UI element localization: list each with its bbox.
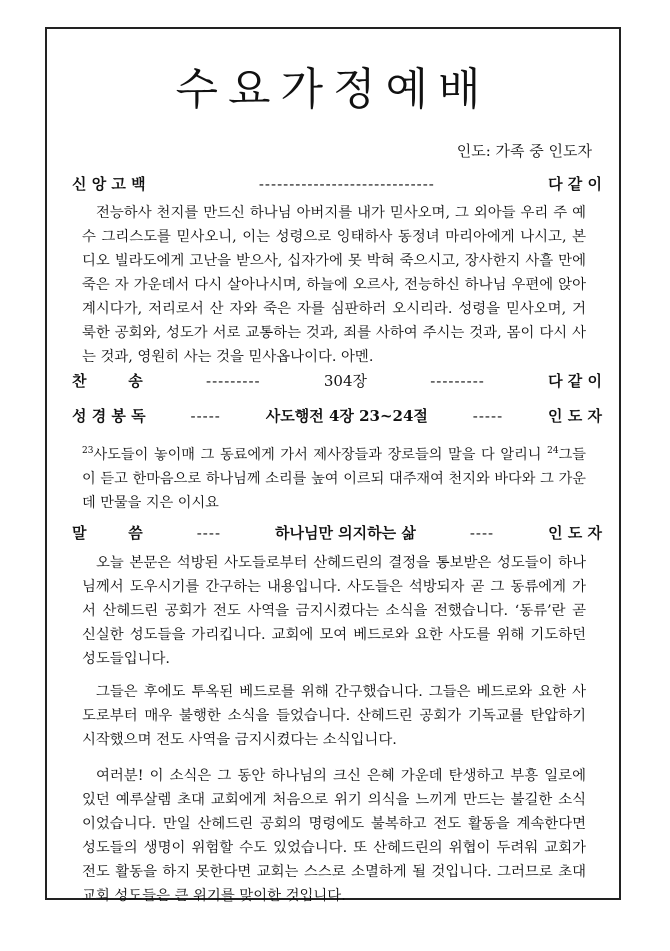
scripture-heading xyxy=(72,405,602,427)
hymn-who: 다 같 이 xyxy=(548,372,602,390)
scripture-dashes-right: ----- xyxy=(472,407,504,425)
sermon-label: 말 씀 xyxy=(72,524,143,542)
hymn-number: 304장 xyxy=(323,372,367,390)
creed-heading xyxy=(72,173,602,195)
hymn-heading xyxy=(72,370,602,392)
sermon-paragraph-1: 오늘 본문은 석방된 사도들로부터 산헤드린의 결정을 통보받은 성도들이 하나님께서 도우시기를 간구하는 내용입니다. 사도들은 석방되자 곧 그 동류에게 가서 산헤드린 공회가 전도 사역을 금지시켰다는 소식을 전했습니다. ‘동류’란 곧 신실한 성도들을 가리킵니다. 교회에 모여 베드로와 요한 사도를 위해 기도하던 성도들입니다. xyxy=(82,555,586,667)
sermon-paragraph-2: 그들은 후에도 투옥된 베드로를 위해 간구했습니다. 그들은 베드로와 요한 사도로부터 매우 불행한 소식을 들었습니다. 산헤드린 공회가 기독교를 탄압하기 시작했으며 전도 사역을 금지시켰다는 소식입니다. xyxy=(82,684,586,748)
verse-number-24: 24 xyxy=(547,446,559,456)
leader-line: 인도: 가족 중 인도자 xyxy=(456,142,592,160)
hymn-label: 찬 송 xyxy=(72,372,143,390)
verse-24-text: 그들이 듣고 한마음으로 하나님께 소리를 높여 이르되 대주재여 천지와 바다와 그 가운데 만물을 지은 이시요 xyxy=(82,447,586,511)
sermon-dashes-right: ---- xyxy=(469,524,495,542)
verse-number-23: 23 xyxy=(82,446,94,456)
page-title: 수요가정예배 xyxy=(175,64,491,115)
verse-23-text: 사도들이 놓이매 그 동료에게 가서 제사장들과 장로들의 말을 다 알리니 xyxy=(93,447,542,463)
scripture-label: 성 경 봉 독 xyxy=(72,407,146,425)
sermon-heading xyxy=(72,522,602,544)
creed-dashes: ----------------------------- xyxy=(258,175,435,193)
sermon-title: 하나님만 의지하는 삶 xyxy=(274,524,416,542)
creed-label: 신 앙 고 백 xyxy=(72,175,146,193)
hymn-dashes-right: --------- xyxy=(430,372,485,390)
hymn-dashes-left: --------- xyxy=(206,372,261,390)
sermon-paragraph-3: 여러분! 이 소식은 그 동안 하나님의 크신 은혜 가운데 탄생하고 부흥 일로에 있던 예루살렘 초대 교회에게 처음으로 위기 의식을 느끼게 만드는 불길한 소식이었습니다. 만일 산헤드린 공회의 명령에도 불복하고 전도 활동을 계속한다면 성도들의 생명이 위험할 수도 있었습니다. 또 산헤드린의 위협이 두려워 교회가 전도 활동을 하지 못한다면 교회는 스스로 소멸하게 될 것입니다. 그러므로 초대 교회 성도들은 큰 위기를 맞이한 것입니다. xyxy=(82,768,586,904)
creed-text: 전능하사 천지를 만드신 하나님 아버지를 내가 믿사오며, 그 외아들 우리 주 예수 그리스도를 믿사오니, 이는 성령으로 잉태하사 동정녀 마리아에게 나시고, 본디오 빌라도에게 고난을 받으사, 십자가에 못 박혀 죽으시고, 장사한지 사흘 만에 죽은 자 가운데서 다시 살아나시며, 하늘에 오르사, 전능하신 하나님 우편에 앉아 계시다가, 저리로서 산 자와 죽은 자를 심판하러 오시리라. 성령을 믿사오며, 거룩한 공회와, 성도가 서로 교통하는 것과, 죄를 사하여 주시는 것과, 몸이 다시 사는 것과, 영원히 사는 것을 믿사옵나이다. 아멘. xyxy=(82,205,586,365)
scripture-reference: 사도행전 4장 23~24절 xyxy=(265,407,428,425)
scripture-dashes-left: ----- xyxy=(190,407,221,425)
scripture-text xyxy=(82,439,586,515)
creed-who: 다 같 이 xyxy=(548,175,602,193)
sermon-dashes-left: ---- xyxy=(196,524,222,542)
scripture-who: 인 도 자 xyxy=(548,407,602,425)
sermon-who: 인 도 자 xyxy=(548,524,602,542)
